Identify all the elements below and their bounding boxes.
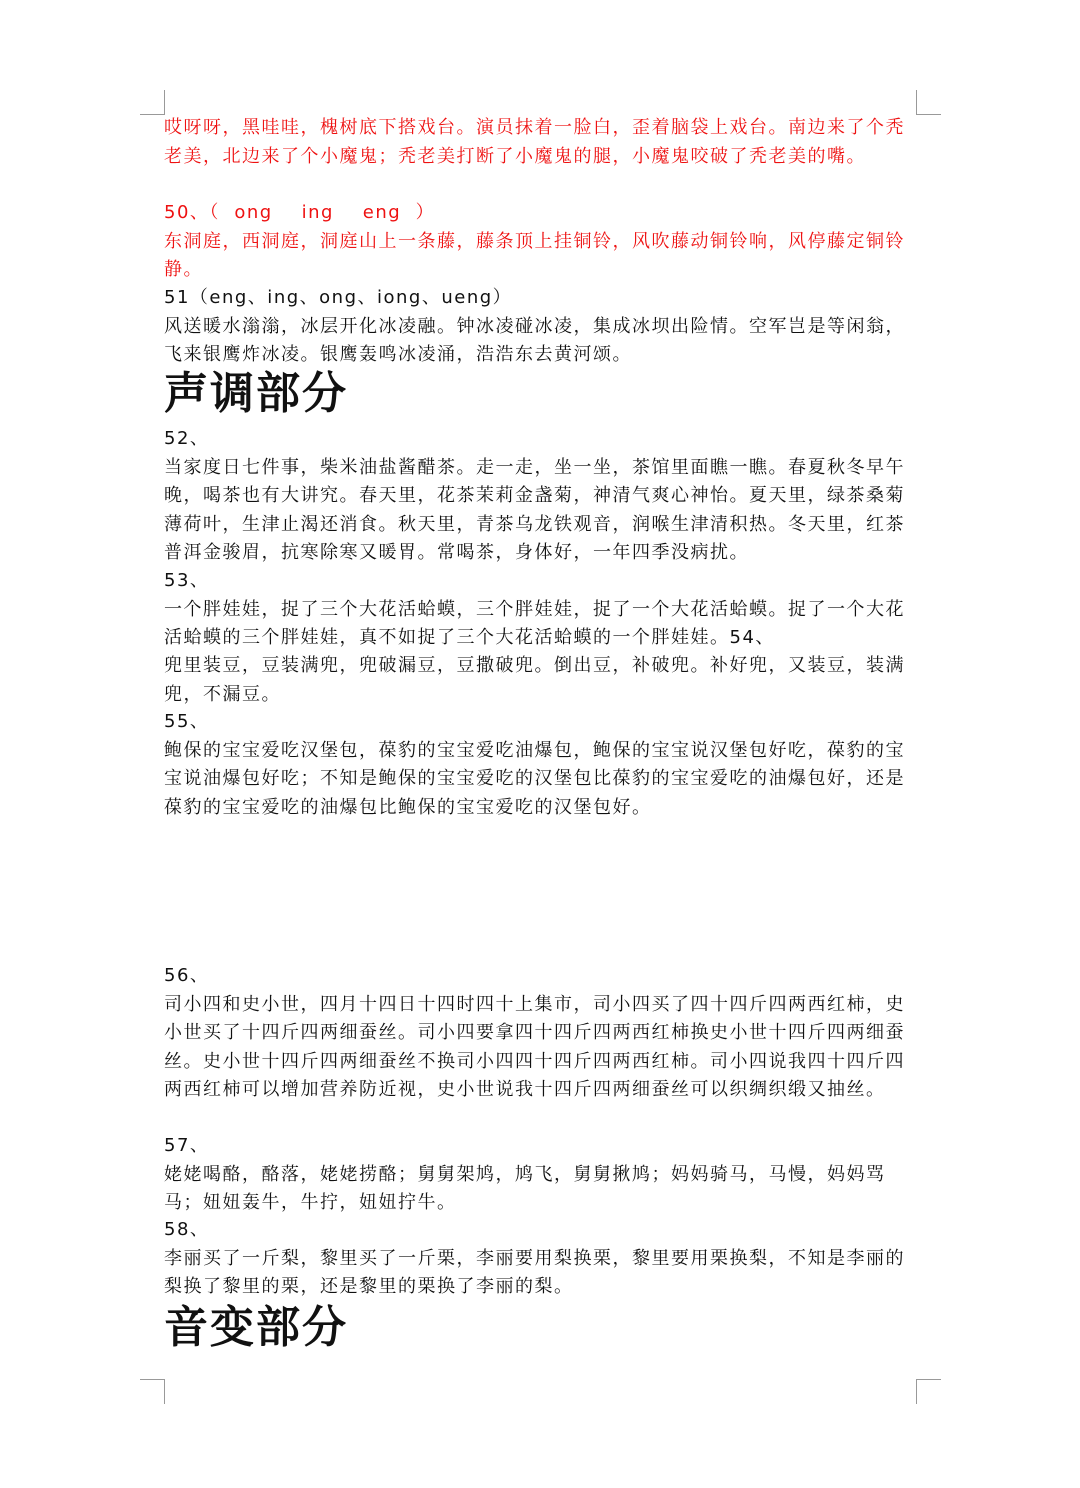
section-51-text: 风送暖水滃滃，冰层开化冰凌融。钟冰凌碰冰凌，集成冰坝出险情。空军岂是等闲翁，飞来银鹰炸冰凌。银鹰轰鸣冰凌涌，浩浩东去黄河颂。 bbox=[164, 315, 905, 365]
section-50-label: 50、（ ong ing eng ） bbox=[164, 202, 436, 223]
section-56 bbox=[164, 962, 916, 1105]
section-58-label: 58、 bbox=[164, 1219, 210, 1240]
page-corner-mark-bottom-left bbox=[140, 1379, 165, 1404]
heading-tones-block bbox=[164, 368, 916, 420]
section-57-label: 57、 bbox=[164, 1135, 210, 1156]
heading-tones: 声调部分 bbox=[164, 368, 348, 419]
section-55 bbox=[164, 708, 916, 822]
section-53-label: 53、 bbox=[164, 570, 210, 591]
section-50 bbox=[164, 199, 916, 285]
heading-sound-change: 音变部分 bbox=[164, 1302, 348, 1353]
section-52 bbox=[164, 425, 916, 568]
section-53-text: 一个胖娃娃，捉了三个大花活蛤蟆，三个胖娃娃，捉了一个大花活蛤蟆。捉了一个大花活蛤蟆的三个胖娃娃，真不如捉了三个大花活蛤蟆的一个胖娃娃。54、 bbox=[164, 598, 905, 648]
section-57 bbox=[164, 1132, 916, 1218]
section-58 bbox=[164, 1216, 916, 1302]
section-50-text: 东洞庭，西洞庭，洞庭山上一条藤，藤条顶上挂铜铃，风吹藤动铜铃响，风停藤定铜铃静。 bbox=[164, 230, 905, 280]
section-55-label: 55、 bbox=[164, 711, 210, 732]
section-52-label: 52、 bbox=[164, 428, 210, 449]
page-corner-mark-top-right bbox=[916, 90, 941, 115]
section-56-text: 司小四和史小世，四月十四日十四时四十上集市，司小四买了四十四斤四两西红柿，史小世买了十四斤四两细蚕丝。司小四要拿四十四斤四两西红柿换史小世十四斤四两细蚕丝。史小世十四斤四两细蚕丝不换司小四四十四斤四两西红柿。司小四说我四十四斤四两西红柿可以增加营养防近视，史小世说我十四斤四两细蚕丝可以织绸织缎又抽丝。 bbox=[164, 993, 905, 1100]
heading-sound-change-block bbox=[164, 1302, 916, 1354]
section-55-text: 鲍保的宝宝爱吃汉堡包，葆豹的宝宝爱吃油爆包，鲍保的宝宝说汉堡包好吃，葆豹的宝宝说油爆包好吃；不知是鲍保的宝宝爱吃的汉堡包比葆豹的宝宝爱吃的油爆包好，还是葆豹的宝宝爱吃的油爆包比鲍保的宝宝爱吃的汉堡包好。 bbox=[164, 739, 905, 818]
section-49-text: 哎呀呀，黑哇哇，槐树底下搭戏台。演员抹着一脸白，歪着脑袋上戏台。南边来了个秃老美，北边来了个小魔鬼；秃老美打断了小魔鬼的腿，小魔鬼咬破了秃老美的嘴。 bbox=[164, 117, 905, 167]
page-corner-mark-bottom-right bbox=[916, 1379, 941, 1404]
section-49 bbox=[164, 114, 916, 171]
section-51 bbox=[164, 284, 916, 370]
section-52-text: 当家度日七件事，柴米油盐酱醋茶。走一走，坐一坐，茶馆里面瞧一瞧。春夏秋冬早午晚，喝茶也有大讲究。春天里，花茶茉莉金盏菊，神清气爽心神怡。夏天里，绿茶桑菊薄荷叶，生津止渴还消食。秋天里，青茶乌龙铁观音，润喉生津清积热。冬天里，红茶普洱金骏眉，抗寒除寒又暖胃。常喝茶，身体好，一年四季没病扰。 bbox=[164, 456, 905, 563]
section-53 bbox=[164, 567, 916, 653]
section-54-text: 兜里装豆，豆装满兜，兜破漏豆，豆撒破兜。倒出豆，补破兜。补好兜，又装豆，装满兜，不漏豆。 bbox=[164, 655, 905, 705]
page-corner-mark-top-left bbox=[140, 90, 165, 115]
section-57-text: 姥姥喝酪，酪落，姥姥捞酪；舅舅架鸠，鸠飞，舅舅揪鸠；妈妈骑马，马慢，妈妈骂马；妞妞轰牛，牛拧，妞妞拧牛。 bbox=[164, 1163, 886, 1213]
section-56-label: 56、 bbox=[164, 965, 210, 986]
section-58-text: 李丽买了一斤梨，黎里买了一斤栗，李丽要用梨换栗，黎里要用栗换梨，不知是李丽的梨换了黎里的栗，还是黎里的栗换了李丽的梨。 bbox=[164, 1247, 905, 1297]
section-54 bbox=[164, 652, 916, 709]
section-51-label: 51（eng、ing、ong、iong、ueng） bbox=[164, 287, 513, 308]
